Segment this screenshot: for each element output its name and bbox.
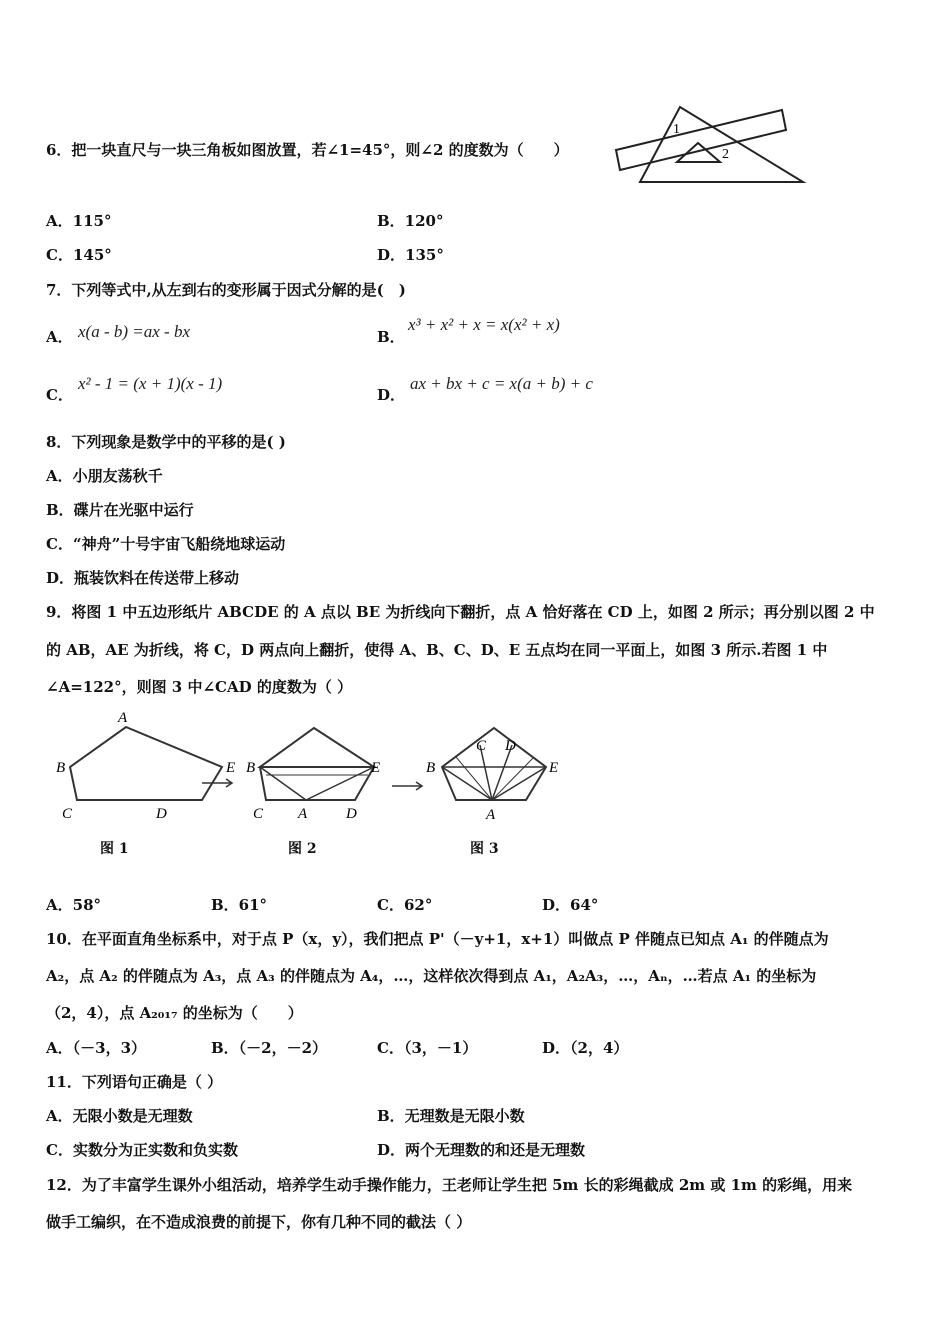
q9-option-d[interactable]: D．64° [542,896,599,914]
q6-option-c[interactable]: C．145° [46,246,112,264]
q10-option-b[interactable]: B．（－2，－2） [211,1039,328,1057]
q9-caption-fig1: 图 1 [100,841,129,857]
q9-fig1-label-d: D [156,806,167,822]
q12-line-2: 做手工编织，在不造成浪费的前提下，你有几种不同的截法（ ） [46,1213,472,1231]
q10-line-2: A₂，点 A₂ 的伴随点为 A₃，点 A₃ 的伴随点为 A₄，…，这样依次得到点 A₁，A₂A₃，…，Aₙ，…若点 A₁ 的坐标为 [46,967,817,985]
q7-option-a-label[interactable]: A． [46,328,73,346]
q8-option-d[interactable]: D．瓶装饮料在传送带上移动 [46,569,240,587]
q10-line-3: （2，4），点 A₂₀₁₇ 的坐标为（ ） [46,1004,303,1022]
q9-fig2-label-c: C [253,806,264,822]
q9-fig1-label-c: C [62,806,73,822]
q6-angle-2-label: 2 [722,147,729,162]
q6-option-b[interactable]: B．120° [377,212,444,230]
q7-stem: 7．下列等式中,从左到右的变形属于因式分解的是( ) [46,281,406,299]
q9-option-c[interactable]: C．62° [377,896,433,914]
q9-fig3-label-e: E [549,760,559,776]
q9-figure-2 [246,728,380,822]
q6-option-d[interactable]: D．135° [377,246,444,264]
q7-option-c-formula: x² - 1 = (x + 1)(x - 1) [78,374,223,393]
q10-option-d[interactable]: D．（2，4） [542,1039,629,1057]
q9-fig3-label-d: D [505,738,516,754]
q7-option-c-label[interactable]: C． [46,386,73,404]
q9-figure-1 [56,710,235,822]
q6-angle-1-label: 1 [673,122,680,137]
q9-caption-fig2: 图 2 [288,841,317,857]
q7-option-d-label[interactable]: D． [377,386,406,404]
q10-option-a[interactable]: A．（－3，3） [46,1039,147,1057]
q6-stem: 6．把一块直尺与一块三角板如图放置，若∠1=45°，则∠2 的度数为（ ） [46,141,569,159]
q7-option-a-formula: x(a - b) =ax - bx [78,322,191,341]
q9-fig1-label-a: A [118,710,128,726]
q9-arrow-1 [202,779,232,787]
q10-line-1: 10．在平面直角坐标系中，对于点 P（x，y），我们把点 P'（－y+1，x+1）叫做点 P 伴随点已知点 A₁ 的伴随点为 [46,930,829,948]
q11-option-a[interactable]: A．无限小数是无理数 [46,1107,193,1125]
q9-fig2-label-d: D [346,806,357,822]
q8-stem: 8．下列现象是数学中的平移的是( ) [46,433,286,451]
q6-option-a[interactable]: A．115° [46,212,112,230]
q9-fig2-label-b: B [246,760,256,776]
q9-line-2: 的 AB，AE 为折线，将 C，D 两点向上翻折，使得 A、B、C、D、E 五点均在同一平面上，如图 3 所示.若图 1 中 [46,641,828,659]
q7-option-b-formula: x³ + x² + x = x(x² + x) [408,315,560,334]
q10-option-c[interactable]: C．（3，－1） [377,1039,478,1057]
q9-fig3-label-a: A [486,807,496,823]
q9-option-a[interactable]: A．58° [46,896,102,914]
q12-line-1: 12．为了丰富学生课外小组活动，培养学生动手操作能力，王老师让学生把 5m 长的彩绳截成 2m 或 1m 的彩绳，用来 [46,1176,853,1194]
q9-arrow-2 [392,782,422,790]
q8-option-c[interactable]: C．“神舟”十号宇宙飞船绕地球运动 [46,535,286,553]
q11-option-b[interactable]: B．无理数是无限小数 [377,1107,525,1125]
q9-caption-fig3: 图 3 [470,841,499,857]
q9-fig2-label-e: E [371,760,381,776]
q11-stem: 11．下列语句正确是（ ） [46,1073,223,1091]
q9-fig3-label-c: C [476,738,487,754]
q9-option-b[interactable]: B．61° [211,896,268,914]
q11-option-d[interactable]: D．两个无理数的和还是无理数 [377,1141,586,1159]
q9-fig2-label-a: A [298,806,308,822]
q11-option-c[interactable]: C．实数分为正实数和负实数 [46,1141,238,1159]
q9-pentagon-figures [50,705,580,835]
q9-line-3: ∠A=122°，则图 3 中∠CAD 的度数为（ ） [46,678,353,696]
q9-figure-3 [426,728,558,823]
q7-option-d-formula: ax + bx + c = x(a + b) + c [410,374,593,393]
q9-fig1-label-b: B [56,760,66,776]
q9-fig1-label-e: E [226,760,236,776]
q9-fig3-label-b: B [426,760,436,776]
q6-ruler-triangle-figure [610,105,810,187]
q7-option-b-label[interactable]: B． [377,328,405,346]
q9-line-1: 9．将图 1 中五边形纸片 ABCDE 的 A 点以 BE 为折线向下翻折，点 A 恰好落在 CD 上，如图 2 所示；再分别以图 2 中 [46,603,875,621]
q8-option-a[interactable]: A．小朋友荡秋千 [46,467,163,485]
q8-option-b[interactable]: B．碟片在光驱中运行 [46,501,194,519]
